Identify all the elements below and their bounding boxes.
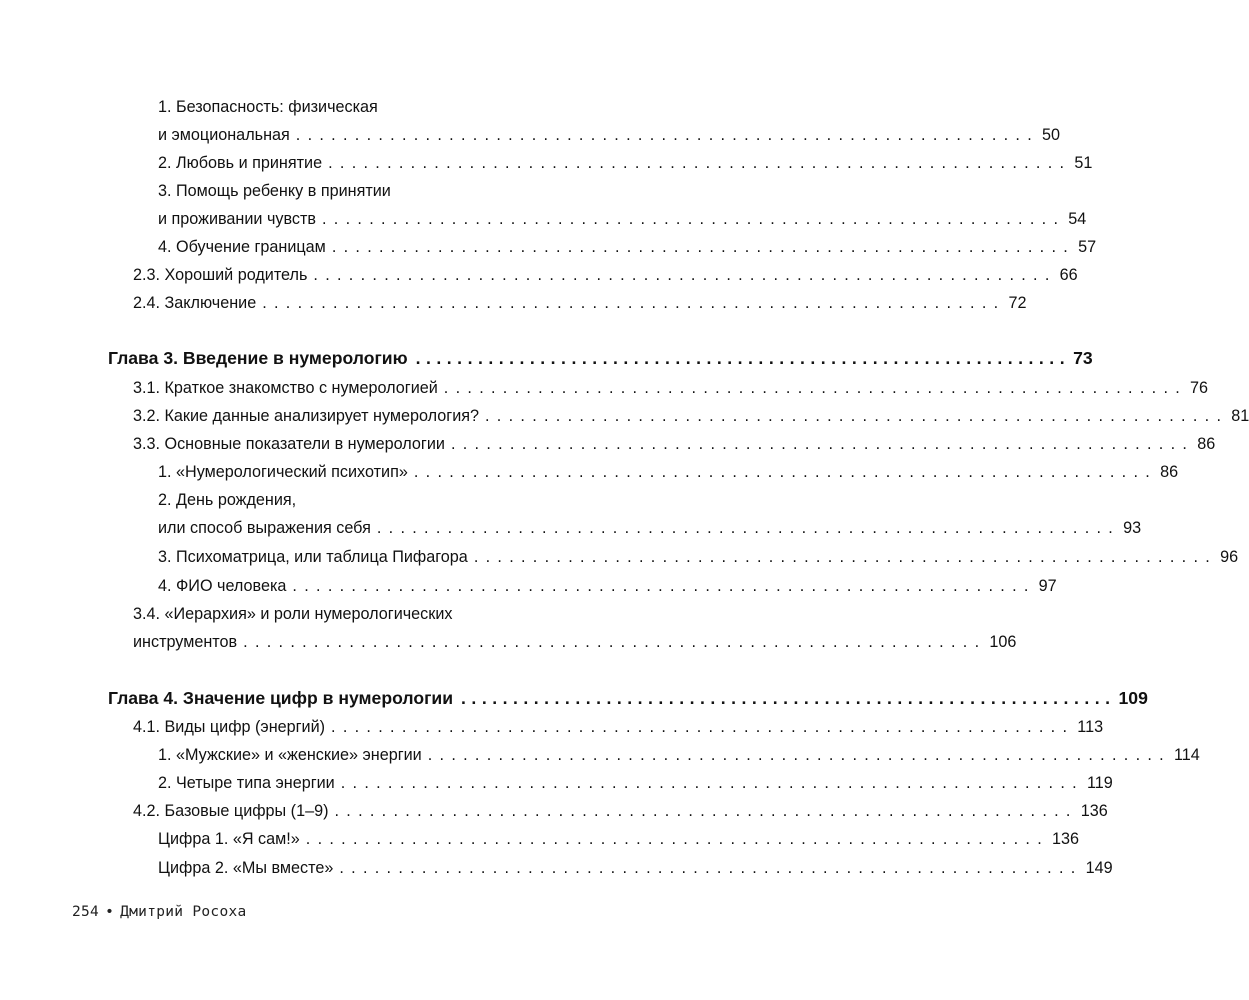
dot-leader: ...............................................................	[376, 519, 1121, 537]
entry-page: 93	[1123, 519, 1142, 537]
toc-chapter	[108, 347, 1093, 369]
toc-entry	[133, 800, 1108, 822]
entry-title: 2.3. Хороший родитель	[133, 266, 308, 284]
page-footer	[72, 904, 247, 920]
toc-entry	[158, 152, 1093, 174]
dot-leader: ...............................................................	[322, 210, 1066, 228]
toc-entry	[158, 236, 1097, 258]
dot-leader: ...............................................................	[331, 718, 1075, 736]
entry-title: 3.2. Какие данные анализирует нумерология?	[133, 407, 479, 425]
toc-entry	[133, 603, 547, 625]
page-number: 254	[72, 904, 100, 920]
dot-leader: ...............................................................	[292, 577, 1036, 595]
footer-bullet: •	[105, 904, 115, 920]
entry-title: 2. День рождения,	[158, 491, 297, 509]
entry-page: 54	[1068, 210, 1087, 228]
entry-page: 57	[1078, 238, 1097, 256]
toc-entry	[133, 264, 1078, 286]
toc-entry	[158, 517, 1142, 539]
toc-entry	[158, 489, 547, 511]
toc-entry	[158, 575, 1057, 597]
dot-leader: ...............................................................	[340, 774, 1084, 792]
dot-leader: ...............................................................	[334, 802, 1078, 820]
entry-title: 3.4. «Иерархия» и роли нумерологических	[133, 605, 453, 623]
entry-page: 119	[1086, 774, 1113, 792]
toc-entry	[133, 631, 1017, 653]
chapter-page: 109	[1118, 688, 1148, 708]
entry-title: 3.1. Краткое знакомство с нумерологией	[133, 379, 438, 397]
toc-entry	[158, 772, 1113, 794]
entry-title: и эмоциональная	[158, 126, 290, 144]
dot-leader: ...............................................................	[295, 126, 1040, 144]
entry-page: 106	[989, 633, 1017, 651]
toc-entry	[158, 828, 1080, 850]
toc-chapter	[108, 687, 1148, 709]
dot-leader: ...............................................................	[450, 435, 1195, 453]
entry-title: 2. Четыре типа энергии	[158, 774, 335, 792]
toc-entry	[158, 857, 1113, 879]
dot-leader: ...............................................................	[328, 154, 1072, 172]
entry-page: 50	[1042, 126, 1061, 144]
toc-entry	[133, 716, 1104, 738]
dot-leader: ...............................................................	[339, 859, 1083, 877]
dot-leader: ...............................................................	[262, 294, 1006, 312]
toc-entry	[133, 405, 1249, 427]
toc-entry	[158, 461, 1179, 483]
entry-title: 4. Обучение границам	[158, 238, 326, 256]
entry-page: 113	[1077, 718, 1104, 736]
entry-title: 4. ФИО человека	[158, 577, 287, 595]
dot-leader: ...............................................................	[473, 548, 1218, 566]
dot-leader: ...............................................................	[313, 266, 1057, 284]
entry-page: 136	[1052, 830, 1080, 848]
entry-title: 2. Любовь и принятие	[158, 154, 323, 172]
dot-leader: ...............................................................	[485, 407, 1229, 425]
chapter-title: Глава 4. Значение цифр в нумерологии	[108, 688, 454, 708]
entry-page: 72	[1008, 294, 1027, 312]
entry-title: Цифра 2. «Мы вместе»	[158, 859, 334, 877]
entry-title: или способ выражения себя	[158, 519, 371, 537]
entry-page: 97	[1038, 577, 1057, 595]
dot-leader: ...............................................................	[305, 830, 1050, 848]
dot-leader: ...............................................................	[413, 463, 1158, 481]
entry-title: инструментов	[133, 633, 238, 651]
toc-entry	[158, 744, 1200, 766]
entry-title: 1. Безопасность: физическая	[158, 98, 378, 116]
entry-page: 114	[1173, 746, 1200, 764]
chapter-title: Глава 3. Введение в нумерологию	[108, 348, 408, 368]
entry-title: 4.1. Виды цифр (энергий)	[133, 718, 326, 736]
entry-page: 66	[1059, 266, 1078, 284]
entry-title: 3.3. Основные показатели в нумерологии	[133, 435, 445, 453]
dot-leader: ...............................................................	[427, 746, 1171, 764]
entry-title: 3. Психоматрица, или таблица Пифагора	[158, 548, 468, 566]
dot-leader: ...............................................................	[461, 688, 1116, 708]
entry-title: и проживании чувств	[158, 210, 316, 228]
entry-title: 3. Помощь ребенку в принятии	[158, 182, 391, 200]
entry-title: 4.2. Базовые цифры (1–9)	[133, 802, 329, 820]
dot-leader: ...............................................................	[415, 348, 1071, 368]
entry-page: 81	[1231, 407, 1249, 425]
toc-entry	[133, 292, 1027, 314]
entry-page: 136	[1080, 802, 1108, 820]
dot-leader: ...............................................................	[243, 633, 987, 651]
toc-entry	[133, 433, 1216, 455]
dot-leader: ...............................................................	[443, 379, 1188, 397]
toc-entry	[158, 208, 1087, 230]
entry-title: 1. «Нумерологический психотип»	[158, 463, 408, 481]
toc-entry	[158, 546, 1239, 568]
entry-page: 86	[1197, 435, 1216, 453]
entry-page: 86	[1160, 463, 1179, 481]
toc-entry	[158, 124, 1061, 146]
toc-entry	[158, 96, 547, 118]
toc-entry	[158, 180, 547, 202]
toc-entry	[133, 377, 1209, 399]
entry-title: Цифра 1. «Я сам!»	[158, 830, 300, 848]
entry-title: 1. «Мужские» и «женские» энергии	[158, 746, 422, 764]
author-name: Дмитрий Росоха	[120, 904, 247, 920]
entry-page: 96	[1220, 548, 1239, 566]
chapter-page: 73	[1073, 348, 1093, 368]
entry-page: 51	[1074, 154, 1093, 172]
dot-leader: ...............................................................	[331, 238, 1076, 256]
entry-title: 2.4. Заключение	[133, 294, 257, 312]
entry-page: 76	[1190, 379, 1209, 397]
entry-page: 149	[1085, 859, 1113, 877]
